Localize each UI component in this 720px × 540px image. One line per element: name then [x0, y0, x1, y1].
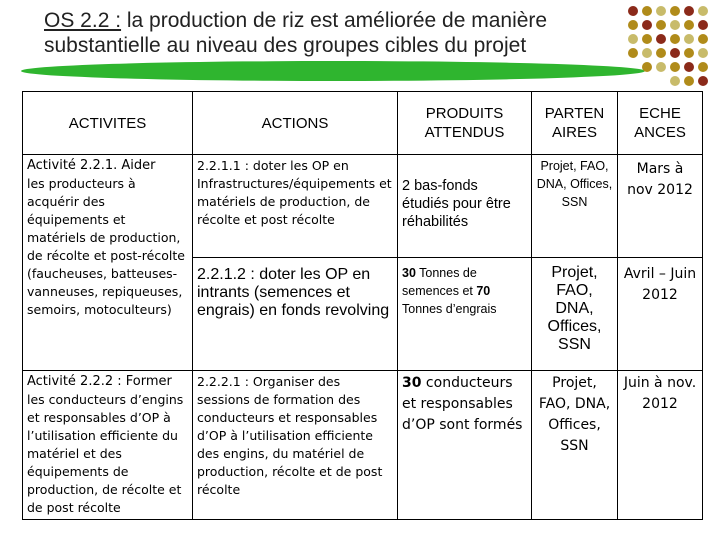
- table-row: [23, 155, 703, 258]
- activity-cell: [23, 371, 193, 520]
- dot-icon: [698, 20, 708, 30]
- dot-icon: [684, 62, 694, 72]
- activity-cell: [23, 155, 193, 371]
- activity-title: Activité 2.2.2 : Former: [27, 374, 172, 389]
- dot-icon: [670, 6, 680, 16]
- header-actions: ACTIONS: [193, 92, 398, 155]
- action-cell: 2.2.2.1 : Organiser des sessions de formation des conducteurs et responsables d’OP à l’utilisation efficiente des engins, du matériel de production, récolte et de post récolte: [193, 371, 398, 520]
- dot-icon: [642, 34, 652, 44]
- dot-icon: [656, 20, 666, 30]
- activities-table: [22, 91, 703, 520]
- produit-cell: [398, 258, 532, 371]
- produit-cell: 2 bas-fonds étudiés pour être réhabilités: [398, 155, 532, 258]
- dot-icon: [684, 34, 694, 44]
- activity-text: les conducteurs d’engins et responsables d’OP à l’utilisation efficiente du matériel et des équipements de production, de récolte et de post récolte: [27, 392, 184, 515]
- dot-icon: [628, 20, 638, 30]
- dot-icon: [698, 34, 708, 44]
- dot-icon: [642, 6, 652, 16]
- dot-icon: [698, 62, 708, 72]
- dot-icon: [684, 6, 694, 16]
- title-prefix: OS 2.2 :: [44, 9, 122, 32]
- dot-icon: [642, 62, 652, 72]
- dot-icon: [684, 48, 694, 58]
- header-activites: ACTIVITES: [23, 92, 193, 155]
- dot-icon: [642, 20, 652, 30]
- dot-icon: [656, 48, 666, 58]
- action-cell: 2.2.1.2 : doter les OP en intrants (semences et engrais) en fonds revolving: [193, 258, 398, 371]
- produit-text: conducteurs et responsables d’OP sont formés: [402, 375, 523, 433]
- partenaires-cell: Projet, FAO, DNA, Offices, SSN: [532, 258, 618, 371]
- produit-quantity: 30: [402, 375, 422, 391]
- dot-icon: [656, 62, 666, 72]
- dot-icon: [698, 76, 708, 86]
- activity-title: Activité 2.2.1. Aider: [27, 158, 156, 173]
- dot-icon: [628, 48, 638, 58]
- dot-icon: [698, 6, 708, 16]
- dot-icon: [670, 62, 680, 72]
- header-partenaires: PARTEN AIRES: [532, 92, 618, 155]
- title-text: la production de riz est améliorée de manière substantielle au niveau des groupes cibles du projet: [44, 9, 548, 57]
- dot-icon: [670, 20, 680, 30]
- dot-icon: [628, 6, 638, 16]
- action-cell: 2.2.1.1 : doter les OP en Infrastructures/équipements et matériels de production, de récolte et post récolte: [193, 155, 398, 258]
- echeance-cell: Mars à nov 2012: [618, 155, 703, 258]
- produit-cell: [398, 371, 532, 520]
- slide-title: [44, 8, 644, 58]
- dot-icon: [670, 48, 680, 58]
- partenaires-cell: Projet, FAO, DNA, Offices, SSN: [532, 371, 618, 520]
- echeance-cell: Avril – Juin 2012: [618, 258, 703, 371]
- table-row: [23, 371, 703, 520]
- header-echeances: ECHE ANCES: [618, 92, 703, 155]
- produit-quantity: 30: [402, 266, 416, 280]
- table-header-row: [23, 92, 703, 155]
- header-produits: PRODUITS ATTENDUS: [398, 92, 532, 155]
- activity-text: les producteurs à acquérir des équipements et matériels de production, de récolte et post-récolte (faucheuses, batteuses-vanneuses, repiqueuses, semoirs, motoculteurs): [27, 176, 185, 317]
- dot-icon: [642, 48, 652, 58]
- produit-quantity: 70: [476, 284, 491, 298]
- partenaires-cell: Projet, FAO, DNA, Offices, SSN: [532, 155, 618, 258]
- dot-icon: [656, 34, 666, 44]
- dot-icon: [698, 48, 708, 58]
- dot-icon: [656, 6, 666, 16]
- produit-text: Tonnes d’engrais: [402, 302, 497, 316]
- dot-icon: [684, 20, 694, 30]
- dot-icon: [670, 76, 680, 86]
- dot-icon: [628, 34, 638, 44]
- green-underline-decoration: [18, 60, 648, 82]
- dot-icon: [670, 34, 680, 44]
- produit-text: Tonnes de semences et: [402, 266, 477, 298]
- echeance-cell: Juin à nov. 2012: [618, 371, 703, 520]
- dot-icon: [684, 76, 694, 86]
